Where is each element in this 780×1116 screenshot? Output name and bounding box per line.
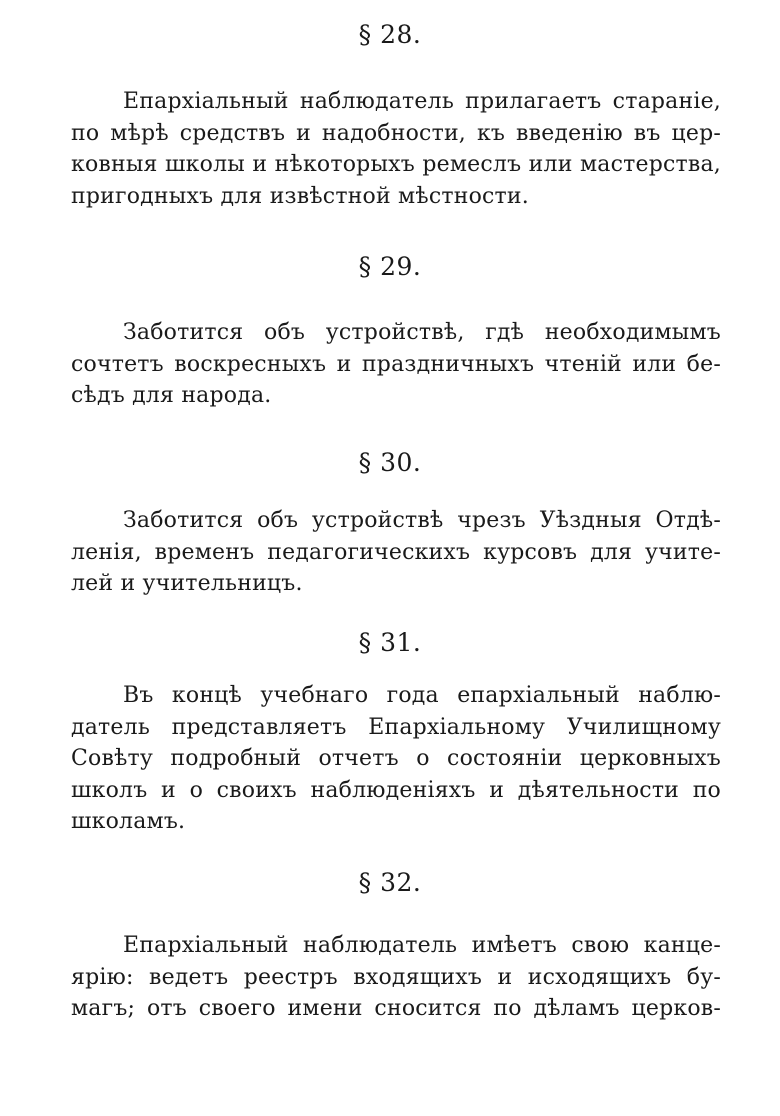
text-line: лей и учительницъ. [71,571,303,596]
text-line: датель представляетъ Епархіальному Училищному [71,714,721,740]
text-line: Заботится объ устройствѣ, гдѣ необходимымъ [123,320,721,345]
text-line: Въ концѣ учебнаго года епархіальный наблю- [123,683,721,708]
text-line: школамъ. [71,809,186,834]
section-paragraph-29 [71,317,721,412]
section-heading-30: § 30. [358,448,422,477]
text-line: по мѣрѣ средствъ и надобности, къ введенію въ цер- [71,120,721,146]
section-paragraph-30 [71,505,721,600]
section-paragraph-31 [71,680,721,838]
section-paragraph-32 [71,930,721,1025]
section-heading-28: § 28. [358,20,422,49]
text-line: ленія, временъ педагогическихъ курсовъ для учите- [71,539,721,565]
text-line: пригодныхъ для извѣстной мѣстности. [71,183,529,209]
text-line: Заботится объ устройствѣ чрезъ Уѣздныя Отдѣ- [123,508,721,533]
text-line: магъ; отъ своего имени сносится по дѣламъ церков- [71,996,721,1021]
text-line: Епархіальный наблюдатель прилагаетъ стараніе, [123,89,721,114]
section-heading-31: § 31. [358,628,422,657]
text-line: Совѣту подробный отчетъ о состояніи церковныхъ [71,746,721,771]
text-line: сочтетъ воскресныхъ и праздничныхъ чтеній или бе- [71,351,721,377]
text-line: ковныя школы и нѣкоторыхъ ремеслъ или мастерства, [71,152,721,177]
section-heading-32: § 32. [358,868,422,897]
text-line: ярію: ведетъ реестръ входящихъ и исходящихъ бу- [71,964,721,990]
text-line: сѣдъ для народа. [71,383,272,408]
text-line: школъ и о своихъ наблюденіяхъ и дѣятельности по [71,777,721,803]
text-line: Епархіальный наблюдатель имѣетъ свою канце- [123,933,721,958]
section-heading-29: § 29. [358,252,422,281]
section-paragraph-28 [71,86,721,212]
